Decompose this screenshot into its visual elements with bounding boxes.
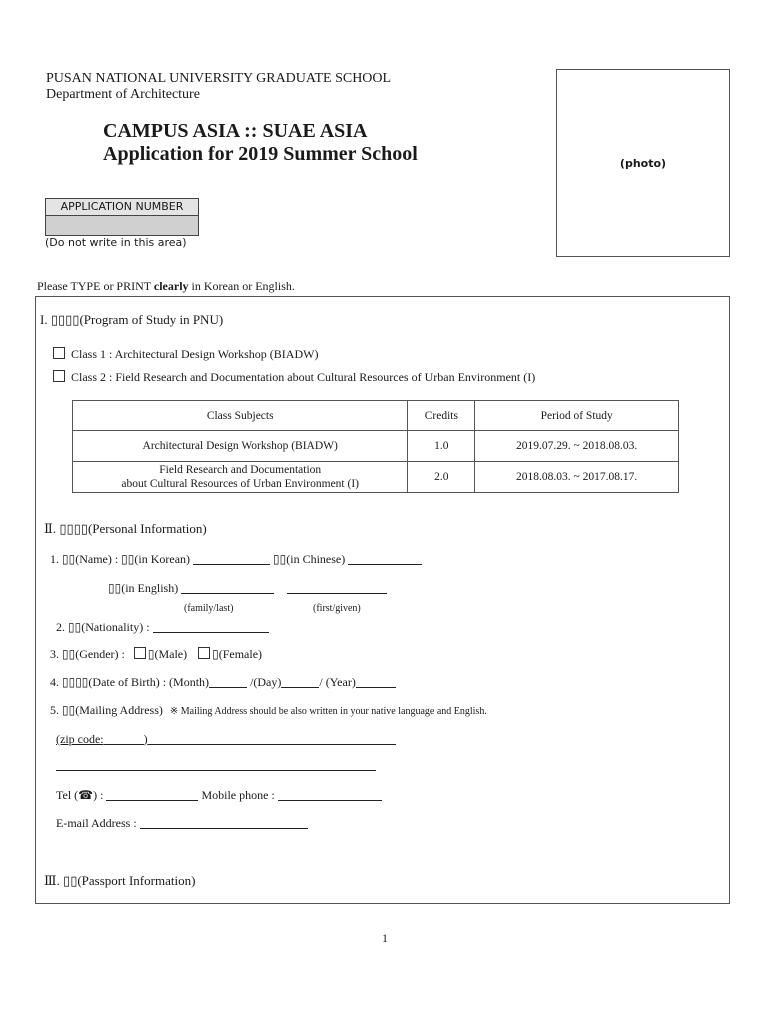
name-chinese-label: ▯▯(in Chinese) [273, 552, 346, 566]
title-line-2: Application for 2019 Summer School [103, 143, 418, 165]
title-line-1: CAMPUS ASIA :: SUAE ASIA [103, 120, 368, 142]
family-last-caption: (family/last) [184, 603, 234, 614]
photo-box [556, 69, 730, 257]
school-header [46, 71, 391, 103]
nationality-label: 2. ▯▯(Nationality) : [56, 620, 150, 634]
credits-cell: 1.0 [408, 431, 475, 462]
class-table [72, 400, 679, 493]
credits-cell: 2.0 [408, 462, 475, 493]
header-class-subjects: Class Subjects [73, 401, 408, 431]
dob-year-label: / (Year) [319, 675, 356, 689]
female-label: ▯(Female) [212, 647, 263, 661]
tel-label: Tel (☎) : [56, 788, 104, 802]
application-number-note: (Do not write in this area) [45, 236, 187, 249]
photo-label: (photo) [619, 156, 667, 170]
subject-cell: Field Research and Documentation about Cultural Resources of Urban Environment (I) [73, 462, 408, 493]
name-row [50, 552, 422, 567]
given-name-field[interactable] [287, 581, 387, 594]
address-row [50, 703, 487, 718]
dob-month-field[interactable] [209, 675, 247, 688]
email-field[interactable] [140, 816, 308, 829]
address-note: ※ Mailing Address should be also written in your native language and English. [169, 706, 487, 717]
subject-cell: Architectural Design Workshop (BIADW) [73, 431, 408, 462]
mobile-field[interactable] [278, 788, 382, 801]
nationality-field[interactable] [153, 620, 269, 633]
class-1-checkbox[interactable] [53, 347, 65, 359]
page-number: 1 [382, 931, 388, 945]
header-credits: Credits [408, 401, 475, 431]
dob-row [50, 675, 396, 690]
section-2-heading: Ⅱ. ▯▯▯▯(Personal Information) [44, 521, 207, 536]
instruction-text: Please TYPE or PRINT clearly in Korean or English. [37, 279, 295, 293]
class-2-label: Class 2 : Field Research and Documentation about Cultural Resources of Urban Environment (I) [71, 370, 536, 384]
form-title [103, 120, 418, 166]
form-frame [35, 296, 730, 904]
section-1-heading: I. ▯▯▯▯(Program of Study in PNU) [40, 312, 224, 327]
female-checkbox[interactable] [198, 647, 210, 659]
table-row [73, 462, 679, 493]
address-line-2-field[interactable] [56, 770, 376, 771]
zip-close: ) [143, 732, 148, 746]
name-korean-label: 1. ▯▯(Name) : ▯▯(in Korean) [50, 552, 191, 566]
name-korean-field[interactable] [193, 552, 270, 565]
school-name: PUSAN NATIONAL UNIVERSITY GRADUATE SCHOOL [46, 71, 392, 86]
phone-row [56, 788, 382, 803]
dob-day-label: /(Day) [250, 675, 282, 689]
dob-label: 4. ▯▯▯▯(Date of Birth) : (Month) [50, 675, 210, 689]
email-label: E-mail Address : [56, 816, 137, 830]
period-cell: 2018.08.03. ~ 2017.08.17. [475, 462, 679, 493]
application-number-label: APPLICATION NUMBER [45, 198, 199, 216]
first-given-caption: (first/given) [313, 603, 361, 614]
family-name-field[interactable] [181, 581, 274, 594]
male-label: ▯(Male) [147, 647, 188, 661]
section-3-heading: Ⅲ. ▯▯(Passport Information) [44, 873, 196, 888]
name-english-row [108, 581, 387, 596]
dob-day-field[interactable] [281, 675, 319, 688]
zip-row[interactable] [56, 732, 396, 747]
address-line-1-field[interactable] [148, 732, 396, 745]
mobile-label: Mobile phone : [201, 788, 275, 802]
name-chinese-field[interactable] [348, 552, 422, 565]
dob-year-field[interactable] [356, 675, 396, 688]
address-label: 5. ▯▯(Mailing Address) [50, 703, 163, 717]
name-english-label: ▯▯(in English) [108, 581, 179, 595]
table-header-row [73, 401, 679, 431]
class-2-checkbox[interactable] [53, 370, 65, 382]
header-period: Period of Study [475, 401, 679, 431]
gender-row [50, 647, 262, 662]
class-2-option[interactable] [53, 370, 535, 385]
class-1-label: Class 1 : Architectural Design Workshop (BIADW) [71, 347, 319, 361]
table-row [73, 431, 679, 462]
class-1-option[interactable] [53, 347, 318, 362]
application-number-field [45, 215, 199, 236]
department-name: Department of Architecture [46, 87, 200, 102]
zip-code-field[interactable] [104, 732, 144, 745]
email-row [56, 816, 308, 831]
nationality-row [56, 620, 269, 635]
tel-field[interactable] [106, 788, 198, 801]
zip-label: (zip code: [56, 732, 104, 746]
male-checkbox[interactable] [134, 647, 146, 659]
period-cell: 2019.07.29. ~ 2018.08.03. [475, 431, 679, 462]
gender-label: 3. ▯▯(Gender) : [50, 647, 125, 661]
